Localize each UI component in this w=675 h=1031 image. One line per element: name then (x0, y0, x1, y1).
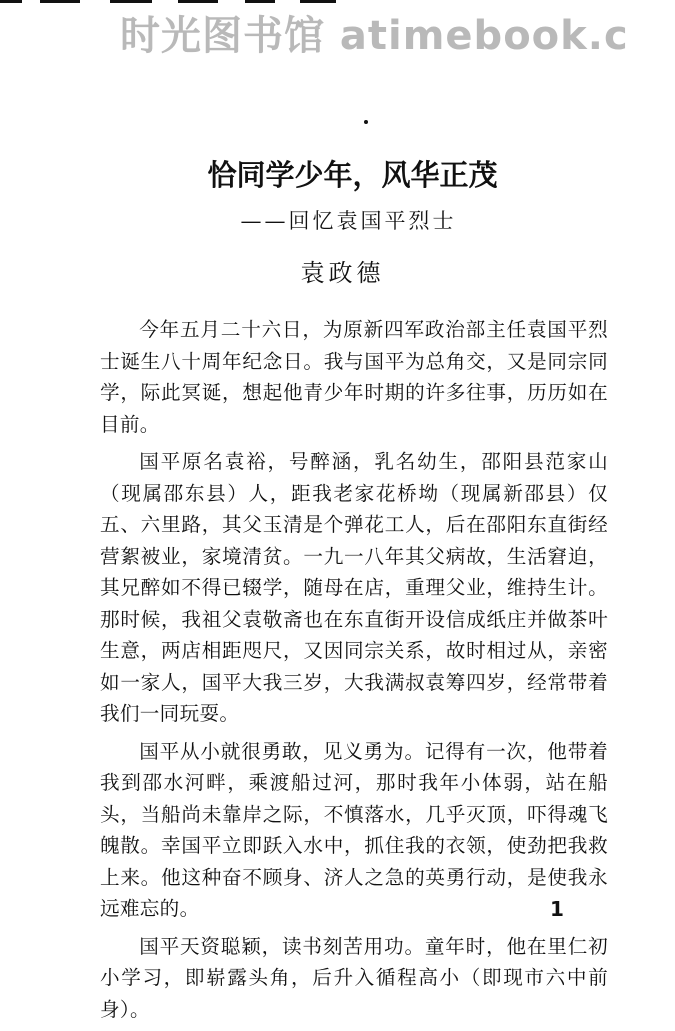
page-number: 1 (550, 897, 564, 921)
section-dot (364, 120, 368, 124)
article-body (100, 314, 608, 1031)
author-name: 袁政德 (300, 259, 385, 287)
watermark: 时光图书馆 atimebook.c (120, 13, 629, 59)
paragraph-3: 国平从小就很勇敢，见义勇为。记得有一次，他带着我到邵水河畔，乘渡船过河，那时我年小体弱，站在船头，当船尚未靠岸之际，不慎落水，几乎灭顶，吓得魂飞魄散。幸国平立即跃入水中，抓住我的衣领，使劲把我救上来。他这种奋不顾身、济人之急的英勇行动，是使我永远难忘的。 (100, 739, 608, 920)
paragraph-4: 国平天资聪颖，读书刻苦用功。童年时，他在里仁初小学习，即崭露头角，后升入循程高小（即现市六中前身）。 (100, 934, 608, 1021)
paragraph-1: 今年五月二十六日，为原新四军政治部主任袁国平烈士诞生八十周年纪念日。我与国平为总角交，又是同宗同学，际此冥诞，想起他青少年时期的许多往事，历历如在目前。 (100, 318, 608, 436)
top-border-marks (0, 0, 340, 6)
article-title: 恰同学少年，风华正茂 (207, 158, 498, 192)
paragraph-2: 国平原名袁裕，号醉涵，乳名幼生，邵阳县范家山（现属邵东县）人，距我老家花桥坳（现属新邵县）仅五、六里路，其父玉清是个弹花工人，后在邵阳东直街经营絮被业，家境清贫。一九一八年其父病故，生活窘迫，其兄醉如不得已辍学，随母在店，重理父业，维持生计。那时候，我祖父袁敬斋也在东直街开设信成纸庄并做茶叶生意，两店相距咫尺，又因同宗关系，故时相过从，亲密如一家人，国平大我三岁，大我满叔袁筹四岁，经常带着我们一同玩耍。 (100, 450, 608, 725)
article-subtitle: ——回忆袁国平烈士 (240, 209, 457, 233)
